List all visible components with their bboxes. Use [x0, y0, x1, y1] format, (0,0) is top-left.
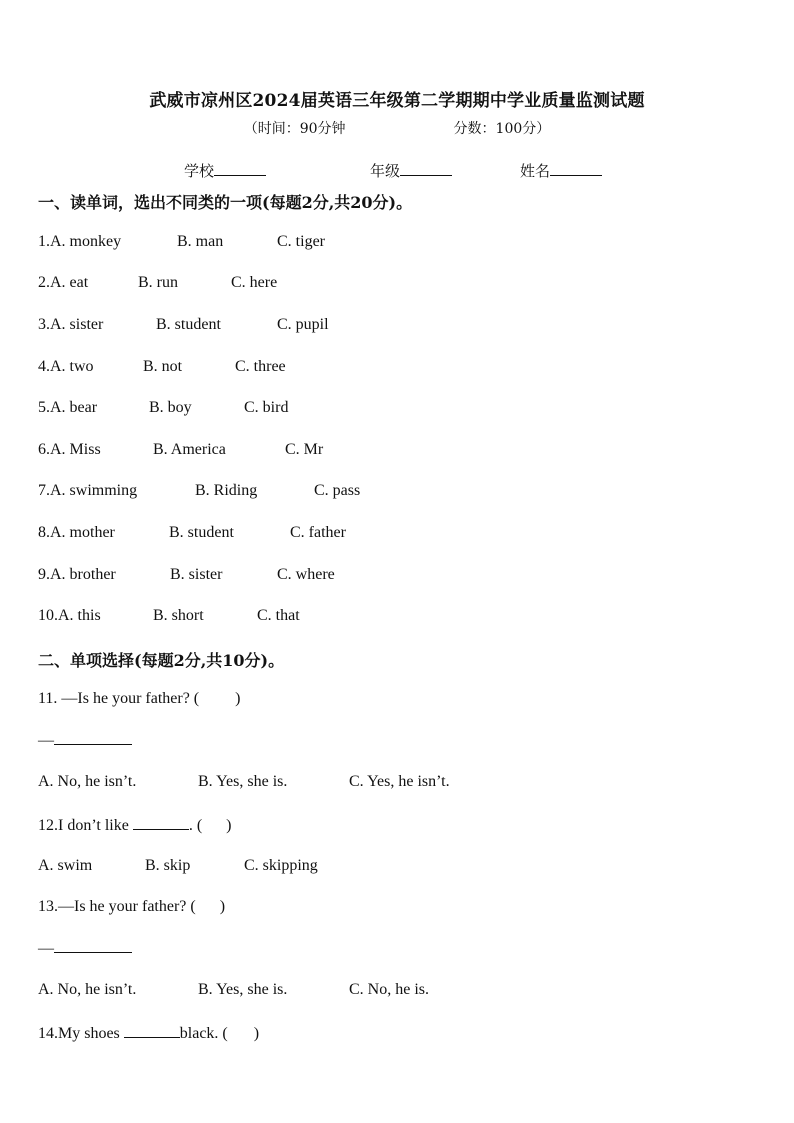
option-a[interactable]: A. No, he isn’t.: [38, 773, 137, 790]
option-c[interactable]: C. where: [277, 566, 335, 583]
option-c[interactable]: C. three: [235, 358, 286, 375]
answer-blank[interactable]: [124, 1023, 180, 1038]
option-a[interactable]: A. two: [50, 358, 94, 375]
option-a[interactable]: A. swim: [38, 857, 93, 874]
option-b[interactable]: B. Yes, she is.: [198, 981, 288, 998]
options-row: [38, 981, 429, 999]
option-c[interactable]: C. father: [290, 524, 346, 541]
question-row: 8.A. mother B. student C. father: [38, 524, 346, 541]
question-stem: 13.—Is he your father? ( ): [38, 898, 226, 915]
answer-blank[interactable]: [54, 938, 132, 953]
answer-line: —: [38, 938, 132, 958]
option-b[interactable]: B. short: [153, 607, 204, 624]
name-blank[interactable]: [550, 161, 602, 176]
option-a[interactable]: A. mother: [50, 524, 115, 541]
option-b[interactable]: B. man: [177, 233, 224, 250]
exam-subtitle: [0, 118, 794, 138]
question-row: 1.A. monkey B. man C. tiger: [38, 233, 325, 250]
school-field: 学校: [184, 160, 266, 181]
option-c[interactable]: C. pass: [314, 482, 361, 499]
option-a[interactable]: A. eat: [50, 274, 89, 291]
option-b[interactable]: B. boy: [149, 399, 192, 416]
exam-title: 武威市凉州区2024届英语三年级第二学期期中学业质量监测试题: [149, 91, 645, 111]
question-stem: 11. —Is he your father? ( ): [38, 690, 241, 707]
section1-heading: 一、读单词，选出不同类的一项(每题2分,共20分)。: [38, 193, 413, 212]
question-row: 5.A. bear B. boy C. bird: [38, 399, 289, 416]
option-a[interactable]: A. brother: [50, 566, 116, 583]
answer-blank[interactable]: [54, 730, 132, 745]
question-stem: 12.I don’t like . ( ): [38, 817, 232, 834]
question-row: 6.A. Miss B. America C. Mr: [38, 441, 324, 458]
option-c[interactable]: C. tiger: [277, 233, 325, 250]
option-c[interactable]: C. Yes, he isn’t.: [349, 773, 450, 790]
question-row: 2.A. eat B. run C. here: [38, 274, 278, 291]
answer-line: —: [38, 730, 132, 750]
question-row: 4.A. two B. not C. three: [38, 358, 286, 375]
option-b[interactable]: B. run: [138, 274, 178, 291]
option-b[interactable]: B. student: [169, 524, 234, 541]
answer-blank[interactable]: [133, 815, 189, 830]
section2-heading: 二、单项选择(每题2分,共10分)。: [38, 651, 285, 670]
grade-blank[interactable]: [400, 161, 452, 176]
option-a[interactable]: A. monkey: [50, 233, 122, 250]
option-c[interactable]: C. here: [231, 274, 278, 291]
question-row: 7.A. swimming B. Riding C. pass: [38, 482, 361, 499]
options-row: [38, 857, 318, 875]
option-b[interactable]: B. Riding: [195, 482, 258, 499]
option-b[interactable]: B. not: [143, 358, 183, 375]
option-c[interactable]: C. Mr: [285, 441, 324, 458]
option-c[interactable]: C. bird: [244, 399, 289, 416]
option-c[interactable]: C. that: [257, 607, 300, 624]
name-field: 姓名: [520, 160, 602, 181]
option-c[interactable]: C. skipping: [244, 857, 318, 874]
option-b[interactable]: B. skip: [145, 857, 191, 874]
option-b[interactable]: B. Yes, she is.: [198, 773, 288, 790]
option-c[interactable]: C. No, he is.: [349, 981, 429, 998]
option-c[interactable]: C. pupil: [277, 316, 329, 333]
option-a[interactable]: A. No, he isn’t.: [38, 981, 137, 998]
option-b[interactable]: B. sister: [170, 566, 223, 583]
option-a[interactable]: A. sister: [50, 316, 104, 333]
question-stem: 14.My shoes black. ( ): [38, 1025, 260, 1042]
option-a[interactable]: A. bear: [50, 399, 98, 416]
school-blank[interactable]: [214, 161, 266, 176]
option-b[interactable]: B. America: [153, 441, 226, 458]
question-row: 3.A. sister B. student C. pupil: [38, 316, 329, 333]
option-a[interactable]: A. this: [58, 607, 101, 624]
option-b[interactable]: B. student: [156, 316, 221, 333]
options-row: [38, 773, 450, 791]
question-row: 10.A. this B. short C. that: [38, 607, 300, 624]
score-label: 分数：100分）: [453, 121, 551, 137]
time-label: （时间：90分钟: [243, 121, 346, 137]
option-a[interactable]: A. Miss: [50, 441, 101, 458]
grade-field: 年级: [370, 160, 452, 181]
option-a[interactable]: A. swimming: [50, 482, 138, 499]
question-row: 9.A. brother B. sister C. where: [38, 566, 335, 583]
